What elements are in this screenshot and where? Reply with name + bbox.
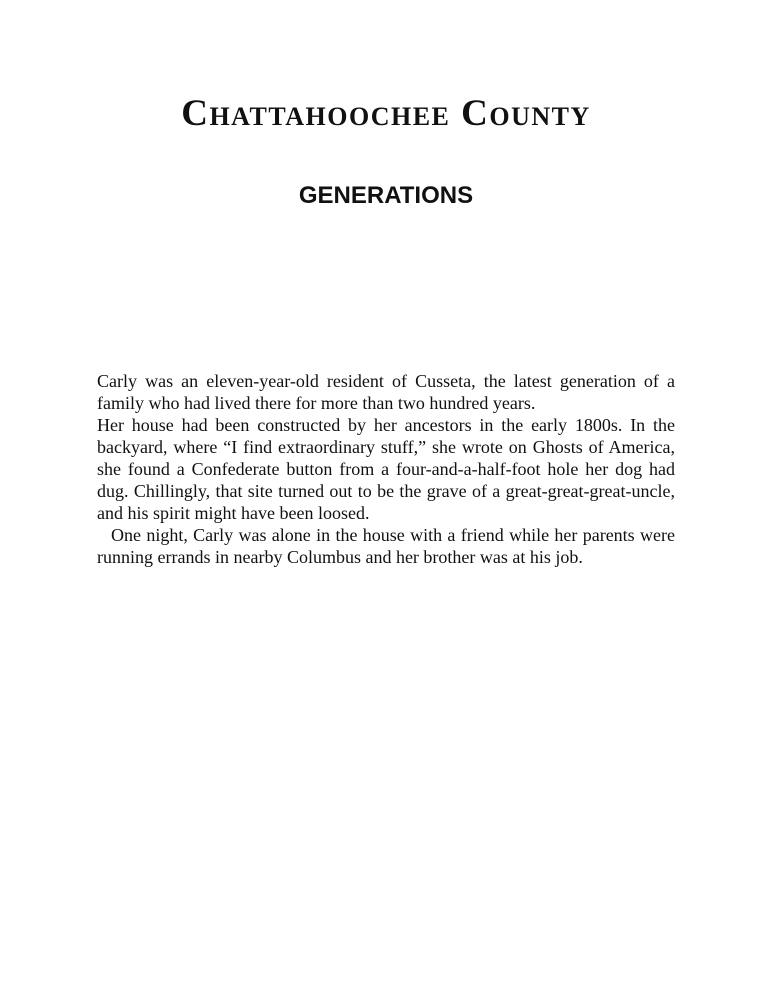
paragraph-3: One night, Carly was alone in the house with a friend while her parents were running errands in nearby Columbus and her brother was at his job. [97,525,675,567]
body-text [97,370,675,568]
chapter-title: Chattahoochee County [181,93,591,134]
paragraph-1: Carly was an eleven-year-old resident of Cusseta, the latest generation of a family who had lived there for more than two hundred years. [97,371,675,413]
paragraph-2: Her house had been constructed by her ancestors in the early 1800s. In the backyard, where “I find extraordinary stuff,” she wrote on Ghosts of America, she found a Confederate button from a four-and-a-half-foot hole her dog had dug. Chillingly, that site turned out to be the grave of a great-great-great-uncle, and his spirit might have been loosed. [97,415,675,523]
chapter-subtitle: GENERATIONS [298,182,474,209]
